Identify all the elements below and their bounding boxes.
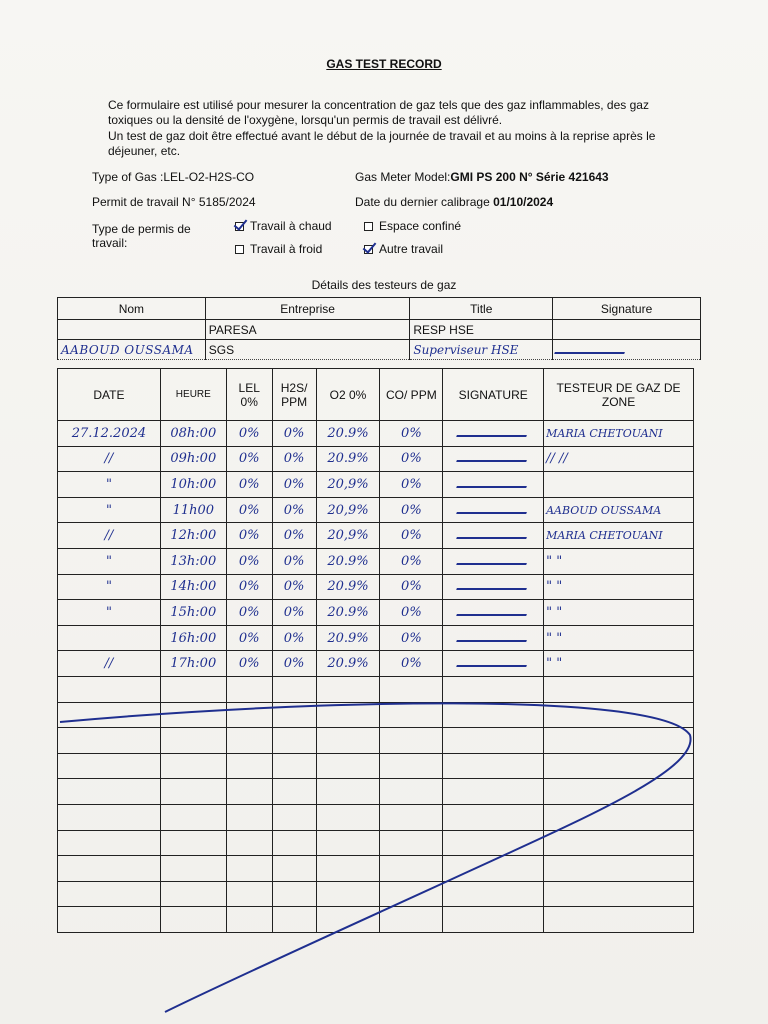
record-o2: 20.9%: [316, 625, 380, 651]
record-testeur: " ": [544, 651, 694, 677]
record-testeur: MARIA CHETOUANI: [544, 421, 694, 447]
record-co: [380, 676, 443, 702]
record-date: //: [58, 446, 161, 472]
record-heure: 09h:00: [160, 446, 226, 472]
record-date: [58, 907, 161, 933]
record-date: //: [58, 523, 161, 549]
record-testeur: [544, 728, 694, 754]
record-lel: [226, 728, 272, 754]
record-co: [380, 907, 443, 933]
record-signature: [443, 625, 544, 651]
record-date: ": [58, 600, 161, 626]
record-co: 0%: [380, 472, 443, 498]
record-co: 0%: [380, 497, 443, 523]
record-testeur: AABOUD OUSSAMA: [544, 497, 694, 523]
gas-records-table: [57, 368, 694, 933]
record-co: 0%: [380, 625, 443, 651]
signature-scribble-icon: [456, 452, 530, 462]
record-row: [58, 548, 694, 574]
header-o2: O2 0%: [316, 369, 380, 421]
record-row: [58, 830, 694, 856]
record-co: 0%: [380, 446, 443, 472]
record-lel: 0%: [226, 421, 272, 447]
record-heure: 08h:00: [160, 421, 226, 447]
record-h2s: 0%: [272, 625, 316, 651]
record-heure: [160, 779, 226, 805]
header-signature: SIGNATURE: [443, 369, 544, 421]
record-heure: 16h:00: [160, 625, 226, 651]
record-row: [58, 651, 694, 677]
record-heure: 12h:00: [160, 523, 226, 549]
calibration-label: Date du dernier calibrage: [355, 195, 490, 209]
tester-nom: [58, 320, 206, 340]
record-lel: [226, 856, 272, 882]
record-h2s: 0%: [272, 574, 316, 600]
testers-caption: Détails des testeurs de gaz: [311, 278, 457, 292]
calibration-field: [355, 195, 553, 209]
record-h2s: 0%: [272, 600, 316, 626]
record-lel: 0%: [226, 446, 272, 472]
record-date: [58, 702, 161, 728]
signature-scribble-icon: [456, 606, 530, 616]
record-heure: [160, 676, 226, 702]
signature-scribble-icon: [456, 555, 530, 565]
permit-type-label-line2: travail:: [92, 236, 128, 250]
record-testeur: [544, 676, 694, 702]
record-row: [58, 676, 694, 702]
tester-title: Superviseur HSE: [410, 340, 553, 360]
record-lel: [226, 779, 272, 805]
checkbox-icon[interactable]: [364, 245, 373, 254]
record-row: [58, 753, 694, 779]
record-heure: [160, 702, 226, 728]
record-o2: 20.9%: [316, 421, 380, 447]
record-signature: [443, 830, 544, 856]
header-signature: Signature: [553, 298, 701, 320]
record-testeur: [544, 804, 694, 830]
record-heure: 11h00: [160, 497, 226, 523]
checkbox-label: Espace confiné: [379, 219, 462, 233]
checkbox-espace-confine[interactable]: [364, 219, 461, 233]
record-h2s: [272, 676, 316, 702]
record-date: [58, 804, 161, 830]
record-co: [380, 856, 443, 882]
record-o2: [316, 702, 380, 728]
record-row: [58, 497, 694, 523]
permit-type-label: [92, 222, 191, 250]
record-h2s: [272, 728, 316, 754]
record-row: [58, 881, 694, 907]
record-lel: 0%: [226, 651, 272, 677]
record-heure: 14h:00: [160, 574, 226, 600]
meter-value: GMI PS 200 N° Série 421643: [450, 170, 609, 184]
record-row: [58, 600, 694, 626]
record-h2s: 0%: [272, 548, 316, 574]
record-o2: 20.9%: [316, 574, 380, 600]
record-o2: 20,9%: [316, 523, 380, 549]
record-signature: [443, 574, 544, 600]
record-date: ": [58, 497, 161, 523]
record-co: [380, 779, 443, 805]
record-heure: [160, 881, 226, 907]
permit-label: Permit de travail N°: [92, 195, 196, 209]
calibration-value: 01/10/2024: [493, 195, 554, 209]
checkbox-label: Travail à froid: [250, 242, 323, 256]
record-row: [58, 446, 694, 472]
record-heure: [160, 856, 226, 882]
record-lel: 0%: [226, 497, 272, 523]
record-h2s: 0%: [272, 497, 316, 523]
record-row: [58, 728, 694, 754]
record-o2: [316, 804, 380, 830]
signature-scribble-icon: [456, 478, 530, 488]
testers-table: [57, 297, 701, 360]
header-entreprise: Entreprise: [205, 298, 410, 320]
checkbox-travail-froid[interactable]: [235, 242, 322, 256]
checkbox-label: Travail à chaud: [250, 219, 332, 233]
record-date: [58, 881, 161, 907]
record-testeur: [544, 753, 694, 779]
checkbox-icon[interactable]: [235, 245, 244, 254]
tester-entreprise: PARESA: [205, 320, 410, 340]
record-testeur: [544, 881, 694, 907]
record-row: [58, 804, 694, 830]
record-heure: [160, 728, 226, 754]
record-h2s: [272, 753, 316, 779]
intro-paragraph-1: Ce formulaire est utilisé pour mesurer la concentration de gaz tels que des gaz inflammables, des gaz toxiques ou la densité de l'oxygène, lorsqu'un permis de travail est délivré.: [108, 98, 649, 127]
record-o2: 20.9%: [316, 600, 380, 626]
intro-text: [108, 98, 688, 160]
record-h2s: 0%: [272, 446, 316, 472]
record-date: ": [58, 472, 161, 498]
checkbox-label: Autre travail: [379, 242, 444, 256]
record-o2: [316, 881, 380, 907]
record-testeur: MARIA CHETOUANI: [544, 523, 694, 549]
gas-type-value: LEL-O2-H2S-CO: [163, 170, 255, 184]
record-row: [58, 625, 694, 651]
signature-scribble-icon: [456, 427, 530, 437]
record-co: [380, 881, 443, 907]
record-h2s: [272, 856, 316, 882]
record-lel: [226, 676, 272, 702]
record-h2s: 0%: [272, 523, 316, 549]
record-signature: [443, 702, 544, 728]
record-date: ": [58, 574, 161, 600]
record-co: 0%: [380, 651, 443, 677]
header-testeur: TESTEUR DE GAZ DE ZONE: [544, 369, 694, 421]
header-heure: HEURE: [160, 369, 226, 421]
record-date: [58, 753, 161, 779]
record-signature: [443, 856, 544, 882]
record-lel: 0%: [226, 574, 272, 600]
record-signature: [443, 523, 544, 549]
header-lel: LEL 0%: [226, 369, 272, 421]
record-testeur: [544, 856, 694, 882]
record-date: 27.12.2024: [58, 421, 161, 447]
record-signature: [443, 804, 544, 830]
record-lel: [226, 804, 272, 830]
record-o2: [316, 676, 380, 702]
tester-entreprise: SGS: [205, 340, 410, 360]
record-date: [58, 779, 161, 805]
record-co: [380, 728, 443, 754]
record-testeur: // //: [544, 446, 694, 472]
record-h2s: [272, 830, 316, 856]
permit-type-label-line1: Type de permis de: [92, 222, 191, 236]
record-lel: 0%: [226, 600, 272, 626]
gas-type-field: [92, 170, 254, 184]
record-h2s: 0%: [272, 472, 316, 498]
record-row: [58, 472, 694, 498]
record-h2s: [272, 804, 316, 830]
meter-label: Gas Meter Model:: [355, 170, 451, 184]
record-h2s: [272, 779, 316, 805]
record-signature: [443, 548, 544, 574]
record-row: [58, 523, 694, 549]
signature-scribble-icon: [456, 580, 530, 590]
checkbox-travail-chaud[interactable]: [235, 219, 332, 233]
record-o2: [316, 907, 380, 933]
record-heure: [160, 907, 226, 933]
record-testeur: " ": [544, 548, 694, 574]
record-testeur: [544, 907, 694, 933]
record-co: 0%: [380, 600, 443, 626]
record-lel: 0%: [226, 472, 272, 498]
intro-paragraph-2: Un test de gaz doit être effectué avant le début de la journée de travail et au moins à la reprise après le déjeuner, etc.: [108, 129, 656, 158]
record-o2: 20,9%: [316, 497, 380, 523]
permit-field: [92, 195, 256, 209]
record-date: [58, 625, 161, 651]
record-row: [58, 779, 694, 805]
record-testeur: [544, 702, 694, 728]
record-co: 0%: [380, 421, 443, 447]
record-signature: [443, 779, 544, 805]
record-o2: 20.9%: [316, 651, 380, 677]
header-title: Title: [410, 298, 553, 320]
record-heure: 10h:00: [160, 472, 226, 498]
record-testeur: " ": [544, 625, 694, 651]
record-heure: [160, 830, 226, 856]
record-h2s: [272, 907, 316, 933]
tester-signature: [553, 320, 701, 340]
record-date: [58, 728, 161, 754]
meter-field: [355, 170, 609, 184]
record-testeur: " ": [544, 574, 694, 600]
record-co: [380, 702, 443, 728]
record-co: 0%: [380, 574, 443, 600]
record-testeur: [544, 779, 694, 805]
record-o2: [316, 779, 380, 805]
signature-scribble-icon: [554, 344, 628, 354]
record-lel: [226, 830, 272, 856]
record-row: [58, 421, 694, 447]
record-signature: [443, 728, 544, 754]
record-heure: 15h:00: [160, 600, 226, 626]
tester-nom: AABOUD OUSSAMA: [58, 340, 206, 360]
record-heure: 13h:00: [160, 548, 226, 574]
gas-type-label: Type of Gas :: [92, 170, 164, 184]
record-testeur: " ": [544, 600, 694, 626]
record-co: [380, 753, 443, 779]
record-h2s: 0%: [272, 421, 316, 447]
form-title: GAS TEST RECORD: [326, 57, 442, 71]
record-o2: [316, 753, 380, 779]
record-heure: 17h:00: [160, 651, 226, 677]
record-h2s: [272, 881, 316, 907]
record-co: [380, 804, 443, 830]
record-row: [58, 856, 694, 882]
record-row: [58, 702, 694, 728]
record-h2s: [272, 702, 316, 728]
record-signature: [443, 676, 544, 702]
record-lel: 0%: [226, 548, 272, 574]
signature-scribble-icon: [456, 632, 530, 642]
record-signature: [443, 446, 544, 472]
record-co: 0%: [380, 523, 443, 549]
record-date: [58, 676, 161, 702]
header-h2s: H2S/ PPM: [272, 369, 316, 421]
record-row: [58, 907, 694, 933]
record-lel: [226, 907, 272, 933]
permit-value: 5185/2024: [198, 195, 256, 209]
record-lel: [226, 753, 272, 779]
record-o2: [316, 728, 380, 754]
signature-scribble-icon: [456, 657, 530, 667]
checkbox-icon[interactable]: [235, 222, 244, 231]
signature-scribble-icon: [456, 529, 530, 539]
checkbox-icon[interactable]: [364, 222, 373, 231]
record-heure: [160, 804, 226, 830]
record-signature: [443, 881, 544, 907]
record-signature: [443, 497, 544, 523]
record-signature: [443, 421, 544, 447]
record-lel: [226, 881, 272, 907]
checkbox-autre-travail[interactable]: [364, 242, 443, 256]
record-o2: 20.9%: [316, 548, 380, 574]
record-signature: [443, 472, 544, 498]
testers-row: [58, 320, 701, 340]
records-body: [58, 421, 694, 933]
record-signature: [443, 651, 544, 677]
signature-scribble-icon: [456, 504, 530, 514]
record-signature: [443, 600, 544, 626]
record-heure: [160, 753, 226, 779]
record-date: [58, 830, 161, 856]
record-lel: 0%: [226, 625, 272, 651]
testers-header-row: [58, 298, 701, 320]
record-date: ": [58, 548, 161, 574]
tester-signature: [553, 340, 701, 360]
record-o2: [316, 856, 380, 882]
tester-title: RESP HSE: [410, 320, 553, 340]
record-lel: [226, 702, 272, 728]
header-nom: Nom: [58, 298, 206, 320]
record-row: [58, 574, 694, 600]
record-testeur: [544, 830, 694, 856]
header-date: DATE: [58, 369, 161, 421]
records-header-row: [58, 369, 694, 421]
record-o2: [316, 830, 380, 856]
testers-row: [58, 340, 701, 360]
record-h2s: 0%: [272, 651, 316, 677]
record-testeur: [544, 472, 694, 498]
record-o2: 20.9%: [316, 446, 380, 472]
record-date: //: [58, 651, 161, 677]
record-signature: [443, 907, 544, 933]
record-date: [58, 856, 161, 882]
record-lel: 0%: [226, 523, 272, 549]
record-signature: [443, 753, 544, 779]
header-co: CO/ PPM: [380, 369, 443, 421]
record-co: 0%: [380, 548, 443, 574]
record-o2: 20,9%: [316, 472, 380, 498]
record-co: [380, 830, 443, 856]
